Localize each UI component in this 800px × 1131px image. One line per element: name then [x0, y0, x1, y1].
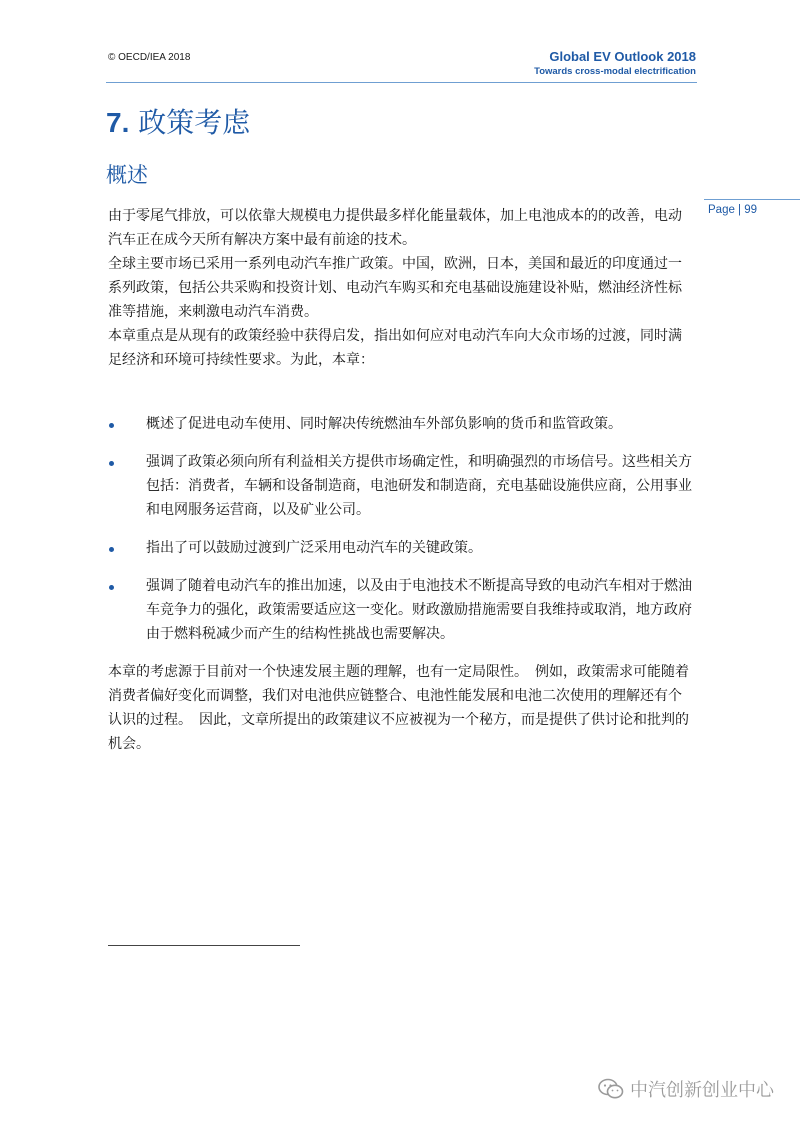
watermark	[598, 1076, 774, 1102]
footnote-divider	[108, 945, 300, 946]
report-header	[534, 49, 696, 79]
bullet-icon	[109, 585, 114, 590]
report-subtitle: Towards cross-modal electrification	[534, 66, 696, 77]
chapter-heading	[106, 103, 250, 143]
list-item-text: 强调了随着电动汽车的推出加速，以及由于电池技术不断提高导致的电动汽车相对于燃油车竞争力的强化，政策需要适应这一变化。财政激励措施需要自我维持或取消，地方政府由于燃料税减少而产生的结构性挑战也需要解决。	[146, 578, 692, 642]
intro-paragraph: 由于零尾气排放，可以依靠大规模电力提供最多样化能量载体，加上电池成本的的改善，电动汽车正在成今天所有解决方案中最有前途的技术。	[108, 208, 682, 248]
intro-text	[108, 204, 694, 372]
watermark-text: 中汽创新创业中心	[630, 1080, 774, 1101]
list-item	[108, 574, 698, 646]
intro-paragraph: 全球主要市场已采用一系列电动汽车推广政策。中国，欧洲，日本，美国和最近的印度通过一系列政策，包括公共采购和投资计划、电动汽车购买和充电基础设施建设补贴，燃油经济性标准等措施，来刺激电动汽车消费。	[108, 256, 682, 320]
header-divider	[106, 82, 697, 83]
list-item-text: 指出了可以鼓励过渡到广泛采用电动汽车的关键政策。	[146, 540, 482, 556]
list-item	[108, 536, 698, 560]
section-heading: 概述	[106, 163, 148, 187]
list-item-text: 强调了政策必须向所有利益相关方提供市场确定性，和明确强烈的市场信号。这些相关方包括：消费者，车辆和设备制造商，电池研发和制造商，充电基础设施供应商，公用事业和电网服务运营商，以及矿业公司。	[146, 454, 692, 518]
bullet-icon	[109, 461, 114, 466]
intro-paragraph: 本章重点是从现有的政策经验中获得启发，指出如何应对电动汽车向大众市场的过渡，同时满足经济和环境可持续性要求。为此，本章：	[108, 328, 682, 368]
bullet-icon	[109, 423, 114, 428]
list-item-text: 概述了促进电动车使用、同时解决传统燃油车外部负影响的货币和监管政策。	[146, 416, 622, 432]
chapter-number: 7.	[106, 107, 130, 138]
closing-paragraph: 本章的考虑源于目前对一个快速发展主题的理解，也有一定局限性。 例如，政策需求可能随着消费者偏好变化而调整，我们对电池供应链整合、电池性能发展和电池二次使用的理解还有个认识的过程。 因此，文章所提出的政策建议不应被视为一个秘方，而是提供了供讨论和批判的机会。	[108, 664, 689, 752]
report-title: Global EV Outlook 2018	[549, 49, 696, 64]
page-number-divider	[704, 199, 800, 200]
list-item	[108, 450, 698, 522]
bullet-list	[108, 412, 698, 660]
list-item	[108, 412, 698, 436]
page-number: Page | 99	[708, 204, 758, 216]
copyright-notice: © OECD/IEA 2018	[108, 52, 191, 63]
chapter-title: 政策考虑	[138, 106, 251, 139]
bullet-icon	[109, 547, 114, 552]
wechat-icon	[598, 1078, 624, 1100]
